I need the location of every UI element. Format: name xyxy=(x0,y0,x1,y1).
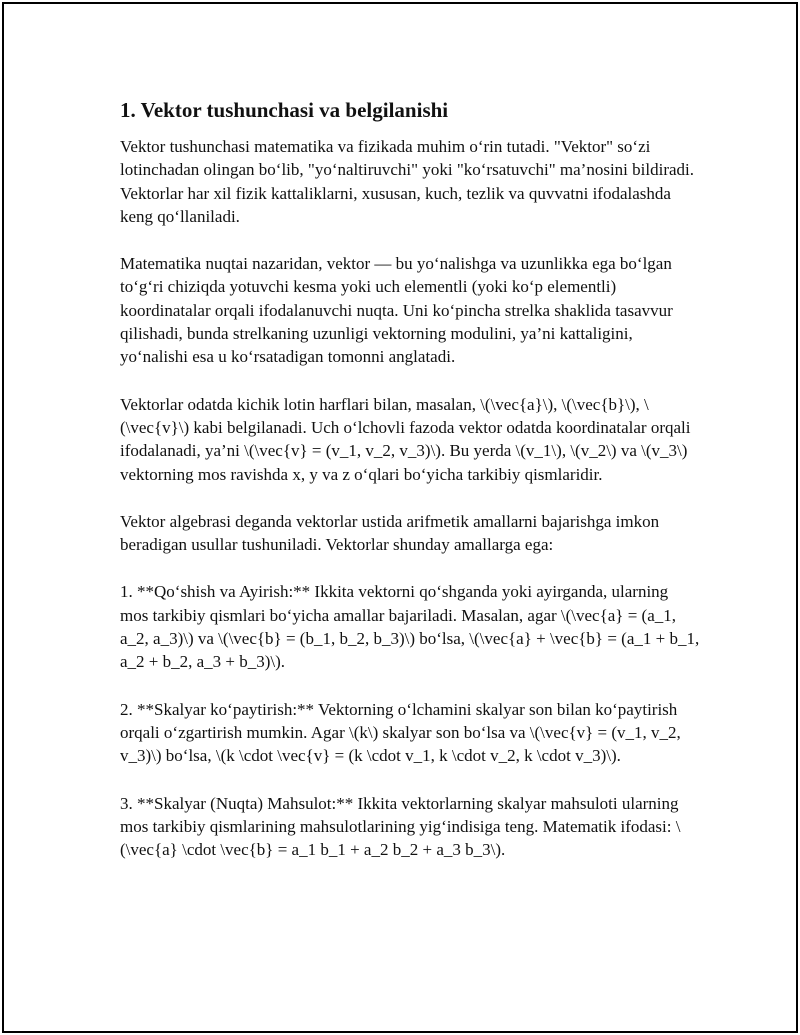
paragraph-algebra: Vektor algebrasi deganda vektorlar ustida arifmetik amallarni bajarishga imkon beradigan usullar tushuniladi. Vektorlar shunday amallarga ega: xyxy=(120,511,660,555)
document-body xyxy=(120,97,700,885)
paragraph-addition: 1. **Qo‘shish va Ayirish:** Ikkita vektorni qo‘shganda yoki ayirganda, ularning mos tarkibiy qismlari bo‘yicha amallar bajariladi. Masalan, agar \(\vec{a} = (a_1, a_2, a_3)\) va \(\vec{b} = (b_1, b_2, b_3)\) bo‘lsa, \(\vec{a} + \vec{b} = (a_1 + b_1, a_2 + b_2, a_3 + b_3)\). xyxy=(120,582,700,672)
paragraph-scalar-multiplication: 2. **Skalyar ko‘paytirish:** Vektorning o‘lchamini skalyar son bilan ko‘paytirish orqali o‘zgartirish mumkin. Agar \(k\) skalyar son bo‘lsa va \(\vec{v} = (v_1, v_2, v_3)\) bo‘lsa, \(k \cdot \vec{v} = (k \cdot v_1, k \cdot v_2, k \cdot v_3)\). xyxy=(120,699,681,766)
paragraph-notation: Vektorlar odatda kichik lotin harflari bilan, masalan, \(\vec{a}\), \(\vec{b}\), \(\vec{v}\) kabi belgilanadi. Uch o‘lchovli fazoda vektor odatda koordinatalar orqali ifodalanadi, ya’ni \(\vec{v} = (v_1, v_2, v_3)\). Bu yerda \(v_1\), \(v_2\) va \(v_3\) vektorning mos ravishda x, y va z o‘qlari bo‘yicha tarkibiy qismlaridir. xyxy=(120,394,691,484)
paragraph-intro: Vektor tushunchasi matematika va fizikada muhim o‘rin tutadi. "Vektor" so‘zi lotinchadan olingan bo‘lib, "yo‘naltiruvchi" yoki "ko‘rsatuvchi" ma’nosini bildiradi. Vektorlar har xil fizik kattaliklarni, xususan, kuch, tezlik va quvvatni ifodalashda keng qo‘llaniladi. xyxy=(120,137,695,226)
paragraph-definition: Matematika nuqtai nazaridan, vektor — bu yo‘nalishga va uzunlikka ega bo‘lgan to‘g‘ri chiziqda yotuvchi kesma yoki uch elementli (yoki ko‘p elementli) koordinatalar orqali ifodalanuvchi nuqta. Uni ko‘pincha strelka shaklida tasavvur qilishadi, bunda strelkaning uzunligi vektorning modulini, ya’ni kattaligini, yo‘nalishi esa u ko‘rsatadigan tomonni anglatadi. xyxy=(120,254,673,367)
paragraph-dot-product: 3. **Skalyar (Nuqta) Mahsulot:** Ikkita vektorlarning skalyar mahsuloti ularning mos tarkibiy qismlarining mahsulotlarining yig‘indisiga teng. Matematik ifodasi: \(\vec{a} \cdot \vec{b} = a_1 b_1 + a_2 b_2 + a_3 b_3\). xyxy=(120,793,681,860)
document-page xyxy=(2,2,798,1033)
section-heading: 1. Vektor tushunchasi va belgilanishi xyxy=(120,98,449,122)
